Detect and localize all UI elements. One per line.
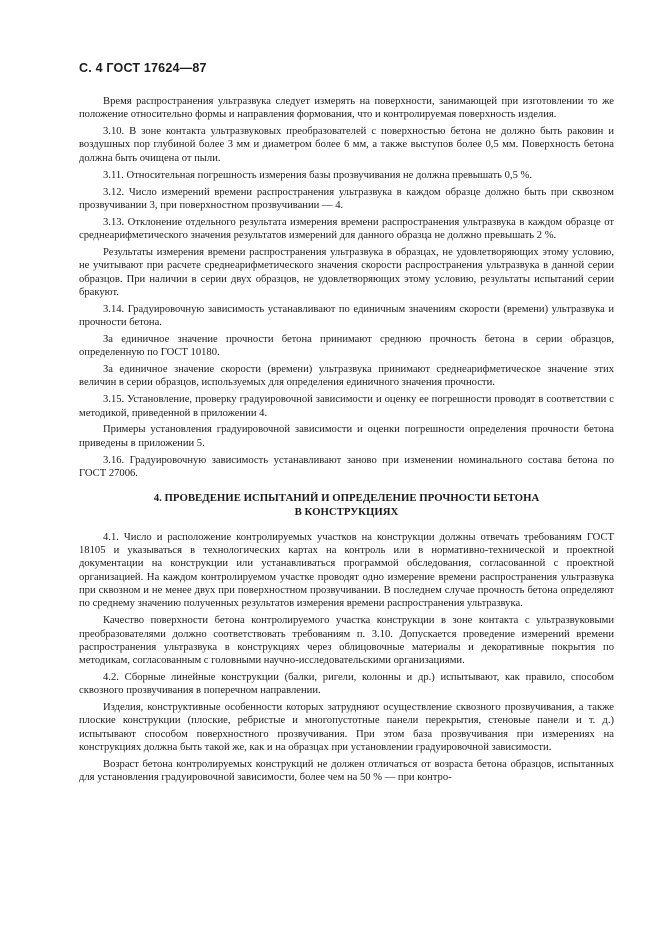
paragraph-intro: Время распространения ультразвука следует измерять на поверхности, занимающей при изготовлении то же положение относительно формы и направления формования, что и контролируемая поверхность изделия. (79, 96, 614, 121)
paragraph-3-13-results: Результаты измерения времени распространения ультразвука в образцах, не удовлетворяющих этому условию, не учитывают при расчете среднеарифметического значения скорости распространения ультразвука в данной серии образцов. При наличии в серии двух образцов, не удовлетворяющих этому условию, результаты испытаний серии бракуют. (79, 246, 614, 298)
paragraph-3-13: 3.13. Отклонение отдельного результата измерения времени распространения ультразвука в каждом образце от среднеарифметического значения результатов измерений для данного образца не должно превышать 2 %. (79, 216, 614, 242)
paragraph-3-15-examples: Примеры установления градуировочной зависимости и оценки погрешности определения прочности бетона приведены в приложении 5. (79, 424, 614, 449)
paragraph-3-15: 3.15. Установление, проверку градуировочной зависимости и оценку ее погрешности проводят в соответствии с методикой, приведенной в приложении 4. (79, 394, 614, 419)
paragraph-3-14-strength: За единичное значение прочности бетона принимают среднюю прочность бетона в серии образцов, определенную по ГОСТ 10180. (79, 333, 614, 359)
paragraph-4-1-surface: Качество поверхности бетона контролируемого участка конструкции в зоне контакта с ультразвуковыми преобразователями должно соответствовать требованиям п. 3.10. Допускается проведение измерений времени распространения ультразвука в конструкциях через облицовочные материалы и декоративные покрытия по методикам, согласованным с головными научно-исследовательскими организациями. (79, 615, 614, 667)
section-4-heading-line1: 4. ПРОВЕДЕНИЕ ИСПЫТАНИЙ И ОПРЕДЕЛЕНИЕ ПРОЧНОСТИ БЕТОНА (153, 492, 540, 505)
paragraph-4-2-products: Изделия, конструктивные особенности которых затрудняют осуществление сквозного прозвучивания, а также плоские конструкции (плоские, ребристые и многопустотные панели перекрытия, стеновые панели и т. д.) испытывают способом поверхностного прозвучивания. При этом база прозвучивания при измерениях на конструкциях должна быть такой же, как и на образцах при установлении градуировочной зависимости. (79, 702, 614, 754)
paragraph-3-12: 3.12. Число измерений времени распространения ультразвука в каждом образце должно быть при сквозном прозвучивании 3, при поверхностном прозвучивании — 4. (79, 186, 614, 211)
page-body (79, 95, 614, 788)
section-4-heading (79, 492, 614, 519)
section-4-heading-line2: В КОНСТРУКЦИЯХ (294, 505, 399, 518)
paragraph-3-11: 3.11. Относительная погрешность измерения базы прозвучивания не должна превышать 0,5 %. (103, 169, 533, 181)
paragraph-3-10: 3.10. В зоне контакта ультразвуковых преобразователей с поверхностью бетона не должно быть раковин и воздушных пор глубиной более 3 мм и диаметром более 6 мм, а также выступов более 0,5 мм. Поверхность бетона должна быть очищена от пыли. (79, 126, 614, 164)
paragraph-3-14-speed: За единичное значение скорости (времени) ультразвука принимают среднеарифметическое значение этих величин в серии образцов, используемых для определения единичного значения прочности. (79, 364, 614, 389)
paragraph-4-2: 4.2. Сборные линейные конструкции (балки, ригели, колонны и др.) испытывают, как правило, способом сквозного прозвучивания в поперечном направлении. (79, 672, 614, 697)
paragraph-4-2-age: Возраст бетона контролируемых конструкций не должен отличаться от возраста бетона образцов, испытанных для установления градуировочной зависимости, более чем на 50 % — при контро- (79, 758, 614, 784)
paragraph-3-16: 3.16. Градуировочную зависимость устанавливают заново при изменении номинального состава бетона по ГОСТ 27006. (79, 454, 614, 479)
page-header: С. 4 ГОСТ 17624—87 (79, 61, 207, 75)
paragraph-4-1: 4.1. Число и расположение контролируемых участков на конструкции должны отвечать требованиям ГОСТ 18105 и указываться в технологических картах на контроль или в нормативно-технической и проектной документации на конструкции или устанавливаться программой обследования, согласованной с проектной организацией. На каждом контролируемом участке проводят одно измерение времени распространения ультразвука при сквозном и не менее двух при поверхностном прозвучивании. В последнем случае прочность бетона определяют по среднему значению полученных результатов измерения времени распространения ультразвука. (79, 531, 614, 610)
paragraph-3-14: 3.14. Градуировочную зависимость устанавливают по единичным значениям скорости (времени) ультразвука и прочности бетона. (79, 303, 614, 329)
